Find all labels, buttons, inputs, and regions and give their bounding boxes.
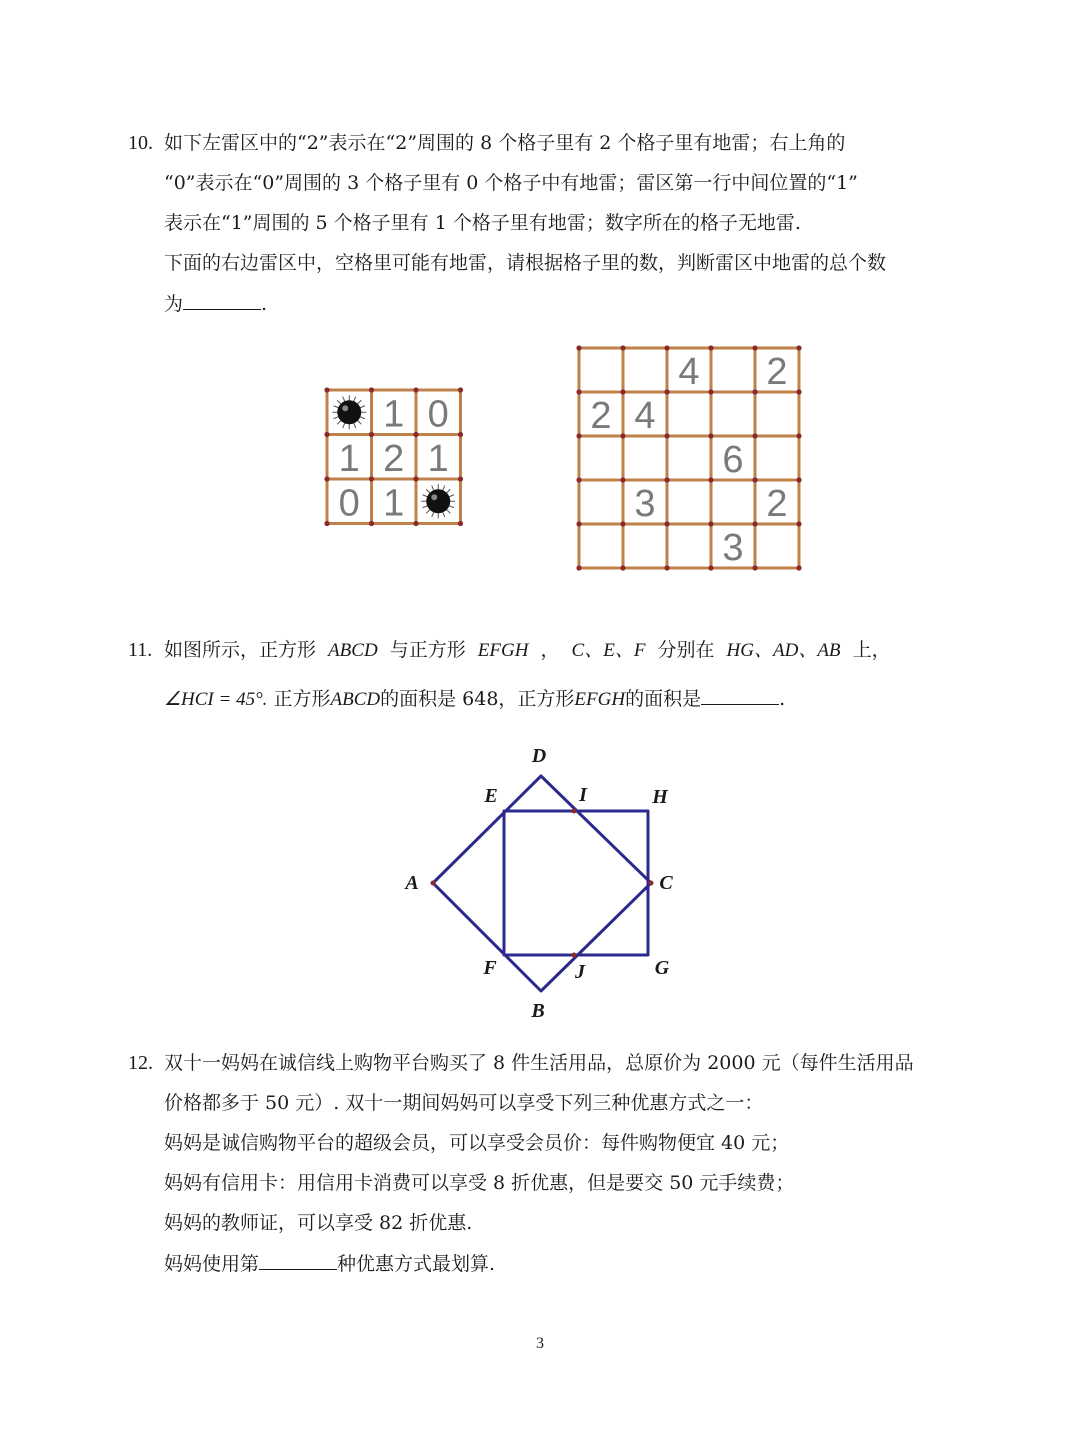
q11-point-i-dot <box>572 809 577 814</box>
left-grid-cell-number: 1 <box>383 482 405 525</box>
q11-square-efgh-2: EFGH <box>574 689 626 710</box>
q11-label-f: F <box>483 957 497 979</box>
q12-line-6-suffix: 种优惠方式最划算. <box>337 1253 496 1275</box>
q12-number: 12. <box>128 1052 153 1074</box>
q10-line-2: “0”表示在“0”周围的 3 个格子里有 0 个格子中有地雷；雷区第一行中间位置的“1” <box>164 172 858 194</box>
q12-line-6 <box>164 1251 495 1276</box>
q11-label-e: E <box>484 785 498 807</box>
q11-point-a-dot <box>431 881 436 886</box>
q12-line-2: 价格都多于 50 元）. 双十一期间妈妈可以享受下列三种优惠方式之一： <box>164 1092 764 1114</box>
q11-text-a: 如图所示，正方形 <box>164 639 317 661</box>
q10-line-1: 如下左雷区中的“2”表示在“2”周围的 8 个格子里有 2 个格子里有地雷；右上角的 <box>164 132 846 154</box>
q11-label-i: I <box>579 784 587 806</box>
q11-text-end: . <box>779 688 786 710</box>
q11-text-f: 正方形 <box>273 688 331 710</box>
q11-square-abcd-shape <box>433 776 651 991</box>
q11-point-j-dot <box>572 953 577 958</box>
q11-label-a: A <box>405 872 419 894</box>
q12-line-4: 妈妈有信用卡：用信用卡消费可以享受 8 折优惠，但是要交 50 元手续费； <box>164 1172 795 1194</box>
q11-label-c: C <box>659 872 673 894</box>
q11-label-g: G <box>654 957 670 979</box>
q11-label-h: H <box>652 786 668 808</box>
q12-line-5: 妈妈的教师证，可以享受 82 折优惠. <box>164 1212 473 1234</box>
q11-point-c-dot <box>649 881 654 886</box>
right-grid-cell-number: 2 <box>766 483 788 525</box>
q11-text-h: 的面积是 <box>625 688 702 710</box>
q11-label-b: B <box>531 1000 545 1022</box>
q11-square-abcd-2: ABCD <box>330 689 381 710</box>
q11-text-b: 与正方形 <box>389 639 466 661</box>
q11-label-d: D <box>531 745 547 767</box>
q11-angle: ∠HCI = 45°. <box>164 689 268 710</box>
left-grid-cell-number: 1 <box>427 437 449 480</box>
right-grid-cell-number: 4 <box>678 351 700 393</box>
right-grid-cell-number: 2 <box>766 351 788 393</box>
right-grid-cell-number: 2 <box>590 395 612 437</box>
right-grid-cell-number: 3 <box>634 483 656 525</box>
q11-text-c: ， <box>540 639 560 661</box>
left-grid-cell-number: 0 <box>338 482 360 525</box>
left-grid-cell-number: 0 <box>427 393 449 436</box>
q11-text-e: 上， <box>852 639 891 661</box>
q11-square-abcd: ABCD <box>328 640 378 661</box>
right-grid-cell-number: 6 <box>722 439 744 481</box>
q11-text-d: 分别在 <box>657 639 715 661</box>
q12-line-1: 双十一妈妈在诚信线上购物平台购买了 8 件生活用品，总原价为 2000 元（每件生活用品 <box>164 1052 914 1074</box>
q11-points: C、E、F <box>571 640 646 661</box>
left-grid-cell-number: 1 <box>338 437 360 480</box>
q10-number: 10. <box>128 132 153 154</box>
q12-line-6-prefix: 妈妈使用第 <box>164 1253 260 1275</box>
q11-square-efgh: EFGH <box>477 640 529 661</box>
q12-line-3: 妈妈是诚信购物平台的超级会员，可以享受会员价：每件购物便宜 40 元； <box>164 1132 790 1154</box>
q12-answer-blank[interactable] <box>259 1251 337 1270</box>
q11-square-efgh-shape <box>504 811 648 955</box>
q10-line-3: 表示在“1”周围的 5 个格子里有 1 个格子里有地雷；数字所在的格子无地雷. <box>164 212 801 234</box>
page-number: 3 <box>536 1335 544 1352</box>
left-grid-cell-number: 2 <box>383 437 405 480</box>
q11-label-j: J <box>575 961 585 983</box>
left-grid-cell-number: 1 <box>383 393 405 436</box>
right-grid-cell-number: 3 <box>722 527 744 569</box>
q10-line-5-prefix: 为 <box>164 293 184 315</box>
q11-text-g: 的面积是 648，正方形 <box>380 688 575 710</box>
right-grid-cell-number: 4 <box>634 395 656 437</box>
q11-number: 11. <box>128 639 153 661</box>
q11-segments: HG、AD、AB <box>726 640 841 661</box>
q10-line-4: 下面的右边雷区中，空格里可能有地雷，请根据格子里的数，判断雷区中地雷的总个数 <box>164 252 887 274</box>
q10-line-5-suffix: . <box>261 293 268 315</box>
